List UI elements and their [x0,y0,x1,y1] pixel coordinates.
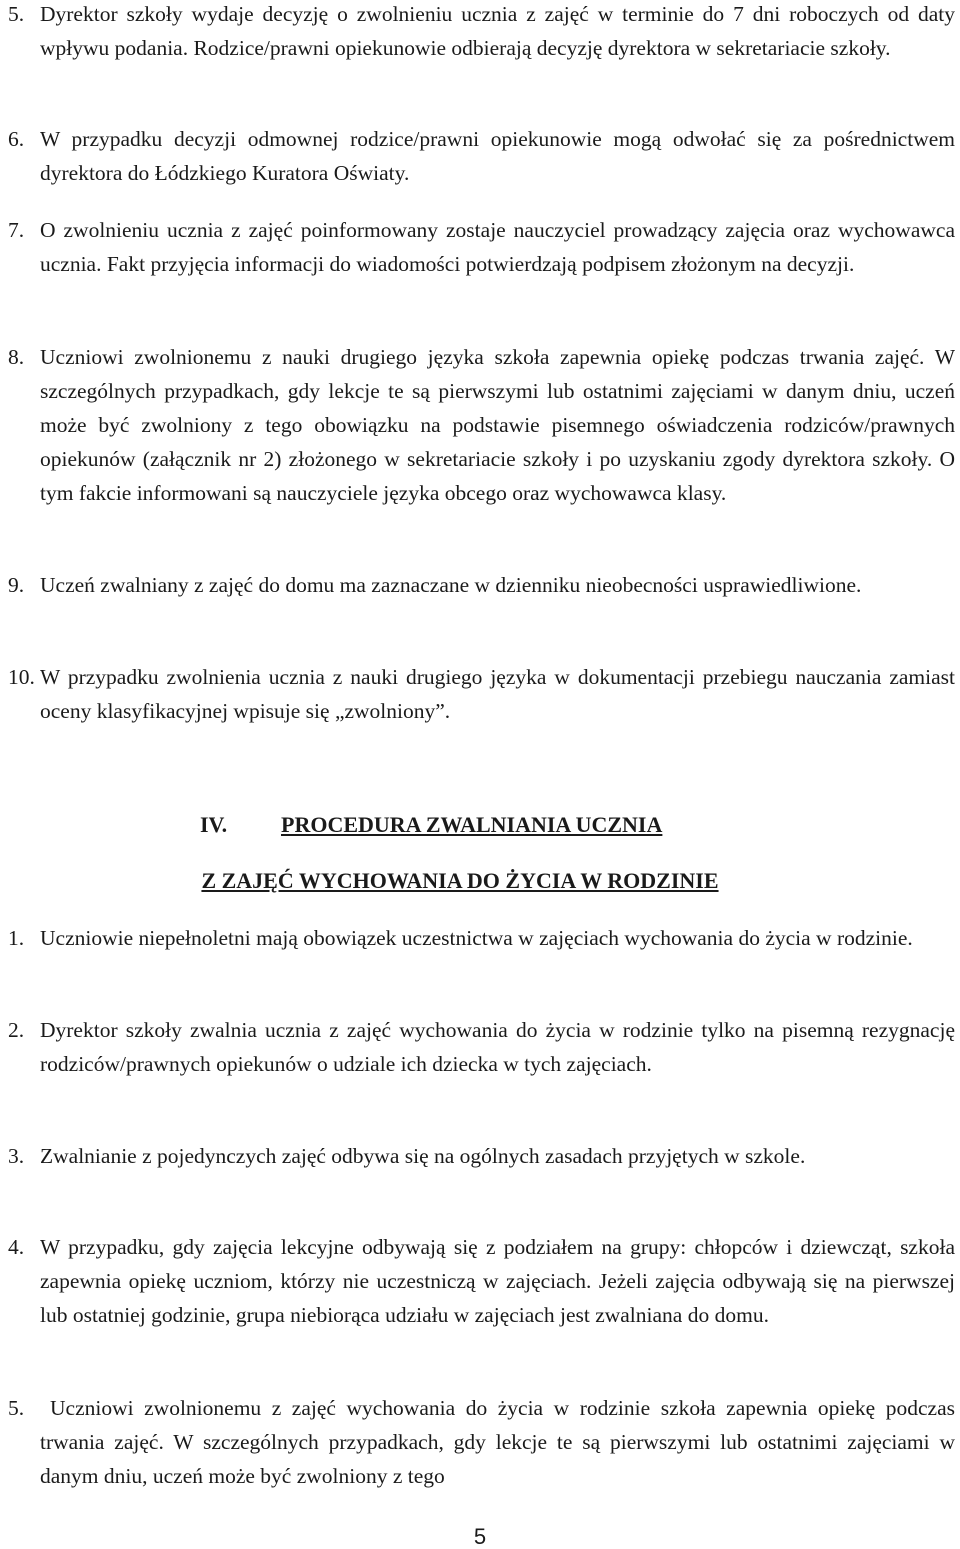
item-text: W przypadku zwolnienia ucznia z nauki drugiego języka w dokumentacji przebiegu nauczania zamiast oceny klasyfikacyjnej wpisuje się „zwolniony”. [40,665,955,723]
item-number: 10. [8,665,35,689]
list-item-5 [8,0,955,65]
item-number: 9. [8,573,25,597]
list-item-b1 [8,921,955,955]
section-title-line2: Z ZAJĘĆ WYCHOWANIA DO ŻYCIA W RODZINIE [201,868,719,893]
item-number: 7. [8,218,25,242]
item-number: 1. [8,926,25,950]
list-item-9 [8,568,955,602]
list-item-7 [8,213,955,281]
list-item-b3 [8,1139,955,1173]
item-text: Uczeń zwalniany z zajęć do domu ma zaznaczane w dzienniku nieobecności usprawiedliwione. [40,573,862,597]
item-text: O zwolnieniu ucznia z zajęć poinformowany zostaje nauczyciel prowadzący zajęcia oraz wychowawca ucznia. Fakt przyjęcia informacji do wiadomości potwierdzają podpisem złożonym na decyzji. [40,218,955,276]
item-text: Dyrektor szkoły wydaje decyzję o zwolnieniu ucznia z zajęć w terminie do 7 dni roboczych od daty wpływu podania. Rodzice/prawni opiekunowie odbierają decyzję dyrektora w sekretariacie szkoły. [40,2,955,60]
item-number: 4. [8,1235,25,1259]
item-text: Zwalnianie z pojedynczych zajęć odbywa się na ogólnych zasadach przyjętych w szkole. [40,1144,806,1168]
list-item-b4 [8,1230,955,1332]
item-text: W przypadku, gdy zajęcia lekcyjne odbywają się z podziałem na grupy: chłopców i dziewcząt, szkoła zapewnia opiekę uczniom, którzy nie uczestniczą w zajęciach. Jeżeli zajęcia odbywają się na pierwszej lub ostatniej godzinie, grupa niebiorąca udziału w zajęciach jest zwalniana do domu. [40,1235,955,1327]
item-number: 8. [8,345,25,369]
item-text: Uczniowie niepełnoletni mają obowiązek uczestnictwa w zajęciach wychowania do życia w rodzinie. [40,926,913,950]
item-text: W przypadku decyzji odmownej rodzice/prawni opiekunowie mogą odwołać się za pośrednictwem dyrektora do Łódzkiego Kuratora Oświaty. [40,127,955,185]
item-number: 5. [8,2,25,26]
section-roman-numeral: IV. [200,812,228,837]
list-item-8 [8,340,955,510]
list-item-6 [8,122,955,190]
item-number: 3. [8,1144,25,1168]
item-number: 2. [8,1018,25,1042]
list-item-10 [8,660,955,728]
list-item-b2 [8,1013,955,1081]
page-number: 5 [473,1524,487,1549]
section-title-line1: PROCEDURA ZWALNIANIA UCZNIA [281,812,663,837]
item-text: Uczniowi zwolnionemu z nauki drugiego języka szkoła zapewnia opiekę podczas trwania zajęć. W szczególnych przypadkach, gdy lekcje te są pierwszymi lub ostatnimi zajęciami w danym dniu, uczeń może być zwolniony z tego obowiązku na podstawie pisemnego oświadczenia rodziców/prawnych opiekunów (załącznik nr 2) złożonego w sekretariacie szkoły i po uzyskaniu zgody dyrektora szkoły. O tym fakcie informowani są nauczyciele języka obcego oraz wychowawca klasy. [40,345,955,505]
section-subheading [0,866,960,896]
item-text: Uczniowi zwolnionemu z zajęć wychowania do życia w rodzinie szkoła zapewnia opiekę podczas trwania zajęć. W szczególnych przypadkach, gdy lekcje te są pierwszymi lub ostatnimi zajęciami w danym dniu, uczeń może być zwolniony z tego [40,1396,955,1488]
item-text: Dyrektor szkoły zwalnia ucznia z zajęć wychowania do życia w rodzinie tylko na pisemną rezygnację rodziców/prawnych opiekunów o udziale ich dziecka w tych zajęciach. [40,1018,955,1076]
list-item-b5 [8,1391,955,1493]
item-number: 5. [8,1396,25,1420]
item-number: 6. [8,127,25,151]
